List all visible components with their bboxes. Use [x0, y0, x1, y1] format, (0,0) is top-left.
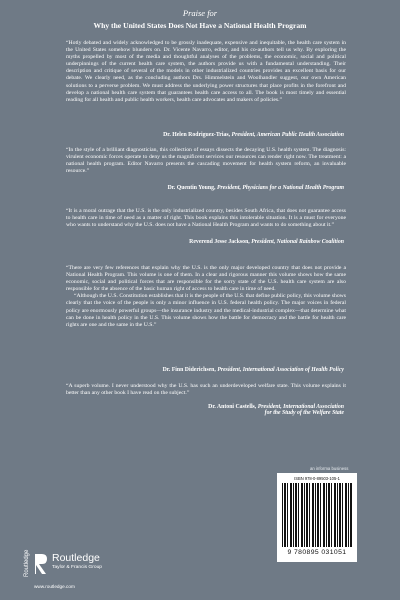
blurb-1-attribution	[163, 132, 344, 138]
isbn-barcode-box	[277, 473, 357, 562]
blurb-5-attribution	[208, 404, 344, 416]
blurb-4-author: Dr. Finn Diderichsen,	[162, 367, 216, 373]
blurb-3	[66, 208, 346, 229]
blurb-2-text: “In the style of a brilliant diagnostician, this collection of essays dissects the decaying U.S. health system. The diagnosis: virulent economic forces operate to deny us the magnificent services our resources can render right now. The treatment: a national health program. Editor Navarro presents the cascading movement for health system reform, an invaluable resource.”	[66, 147, 346, 175]
blurb-4-author-title: President, International Association of Health Policy	[217, 367, 344, 373]
svg-text:Routledge: Routledge	[24, 549, 30, 577]
routledge-r-logo-icon	[34, 553, 48, 575]
blurb-1-text: “Hotly debated and widely acknowledged to be grossly inadequate, expensive and inequitable, the health care system in the United States somehow blunders on. Dr. Vicente Navarro, editor, and his co-authors tell us why. By exploring the myths propelled by most of the media and thoughtful analyses of the problems, the economic, social and political underpinnings of the current health care system, the authors provide us with a fundamental understanding. Their description and critique of several of the models in other industrialized countries provides an excellent basis for our debate. We clearly need, as the concluding authors Drs. Himmelstein and Woolhandler suggest, our own American solutions to a perverse problem. We must address the underlying power structures that place profits in the forefront and develop a national health care system that guarantees health care access to all. The book is most timely and essential reading for all health and public health workers, health care advocates and makers of policies.”	[66, 40, 346, 103]
blurb-5-text: “A superb volume. I never understood why the U.S. has such an underdeveloped welfare state. This volume explains it better than any other book I have read on the subject.”	[66, 383, 346, 397]
publisher-group: Taylor & Francis Group	[52, 565, 103, 570]
blurb-2-author: Dr. Quentin Young,	[167, 185, 216, 191]
blurb-1	[66, 40, 346, 104]
blurb-3-attribution	[189, 239, 344, 245]
publisher-name: Routledge	[52, 552, 100, 564]
blurb-3-author-title: President, National Rainbow Coalition	[251, 239, 344, 245]
barcode-digits: 9 780895 031051	[287, 549, 347, 556]
blurb-4	[66, 265, 346, 329]
praise-label: Praise for	[182, 8, 218, 18]
blurb-4-text-1: “There are very few references that explain why the U.S. is the only major developed country that does not provide a National Health Program. This volume is one of them. In a clear and rigorous manner this volume shows how the same economic, social and political forces that are responsible for the sorry state of the U.S. health care system are also responsible for the absence of the basic human right of access to health care in time of need.	[66, 265, 346, 293]
informa-business-label: an informa business	[310, 466, 349, 471]
blurb-2-author-title: President, Physicians for a National Health Program	[216, 185, 344, 191]
publisher-website: www.routledge.com	[34, 584, 75, 589]
blurb-1-author-title: President, American Public Health Association	[231, 132, 344, 138]
blurb-2	[66, 147, 346, 175]
blurb-1-author: Dr. Helen Rodriguez-Trias,	[163, 132, 231, 138]
blurb-5	[66, 383, 346, 397]
routledge-vertical-wordmark	[22, 548, 30, 578]
isbn-label: ISBN 978-0-89503-105-1	[294, 476, 340, 481]
blurb-3-author: Reverend Jesse Jackson,	[189, 239, 250, 245]
blurb-2-attribution	[168, 185, 344, 191]
blurb-5-author: Dr. Antoni Castells,	[208, 404, 257, 410]
blurb-3-text: “It is a moral outrage that the U.S. is the only industrialized country, besides South Africa, that does not guarantee access to health care in time of need as a matter of right. This book explains this intolerable situation. It is a must for everyone who wants to understand why the U.S. does not have a National Health Program and wants to do something about it.”	[66, 208, 346, 229]
barcode	[282, 483, 352, 547]
blurb-4-text-2: “Although the U.S. Constitution establishes that it is the people of the U.S. that define public policy, this volume shows clearly that the voice of the people is only a minor influence in U.S. federal health policy. The major voices in federal policy are enormously powerful groups—the insurance industry and the medical-industrial complex—that determine what can be done in health policy in the U.S. This volume shows how the battle for democracy and the battle for health care rights are one and the same in the U.S.”	[66, 293, 346, 328]
blurb-4-attribution	[163, 367, 344, 373]
book-title: Why the United States Does Not Have a National Health Program	[93, 21, 307, 30]
blurb-5-author-title-line2: for the Study of the Welfare State	[264, 410, 344, 416]
blurb-5-author-title: President, International Association	[257, 404, 344, 410]
